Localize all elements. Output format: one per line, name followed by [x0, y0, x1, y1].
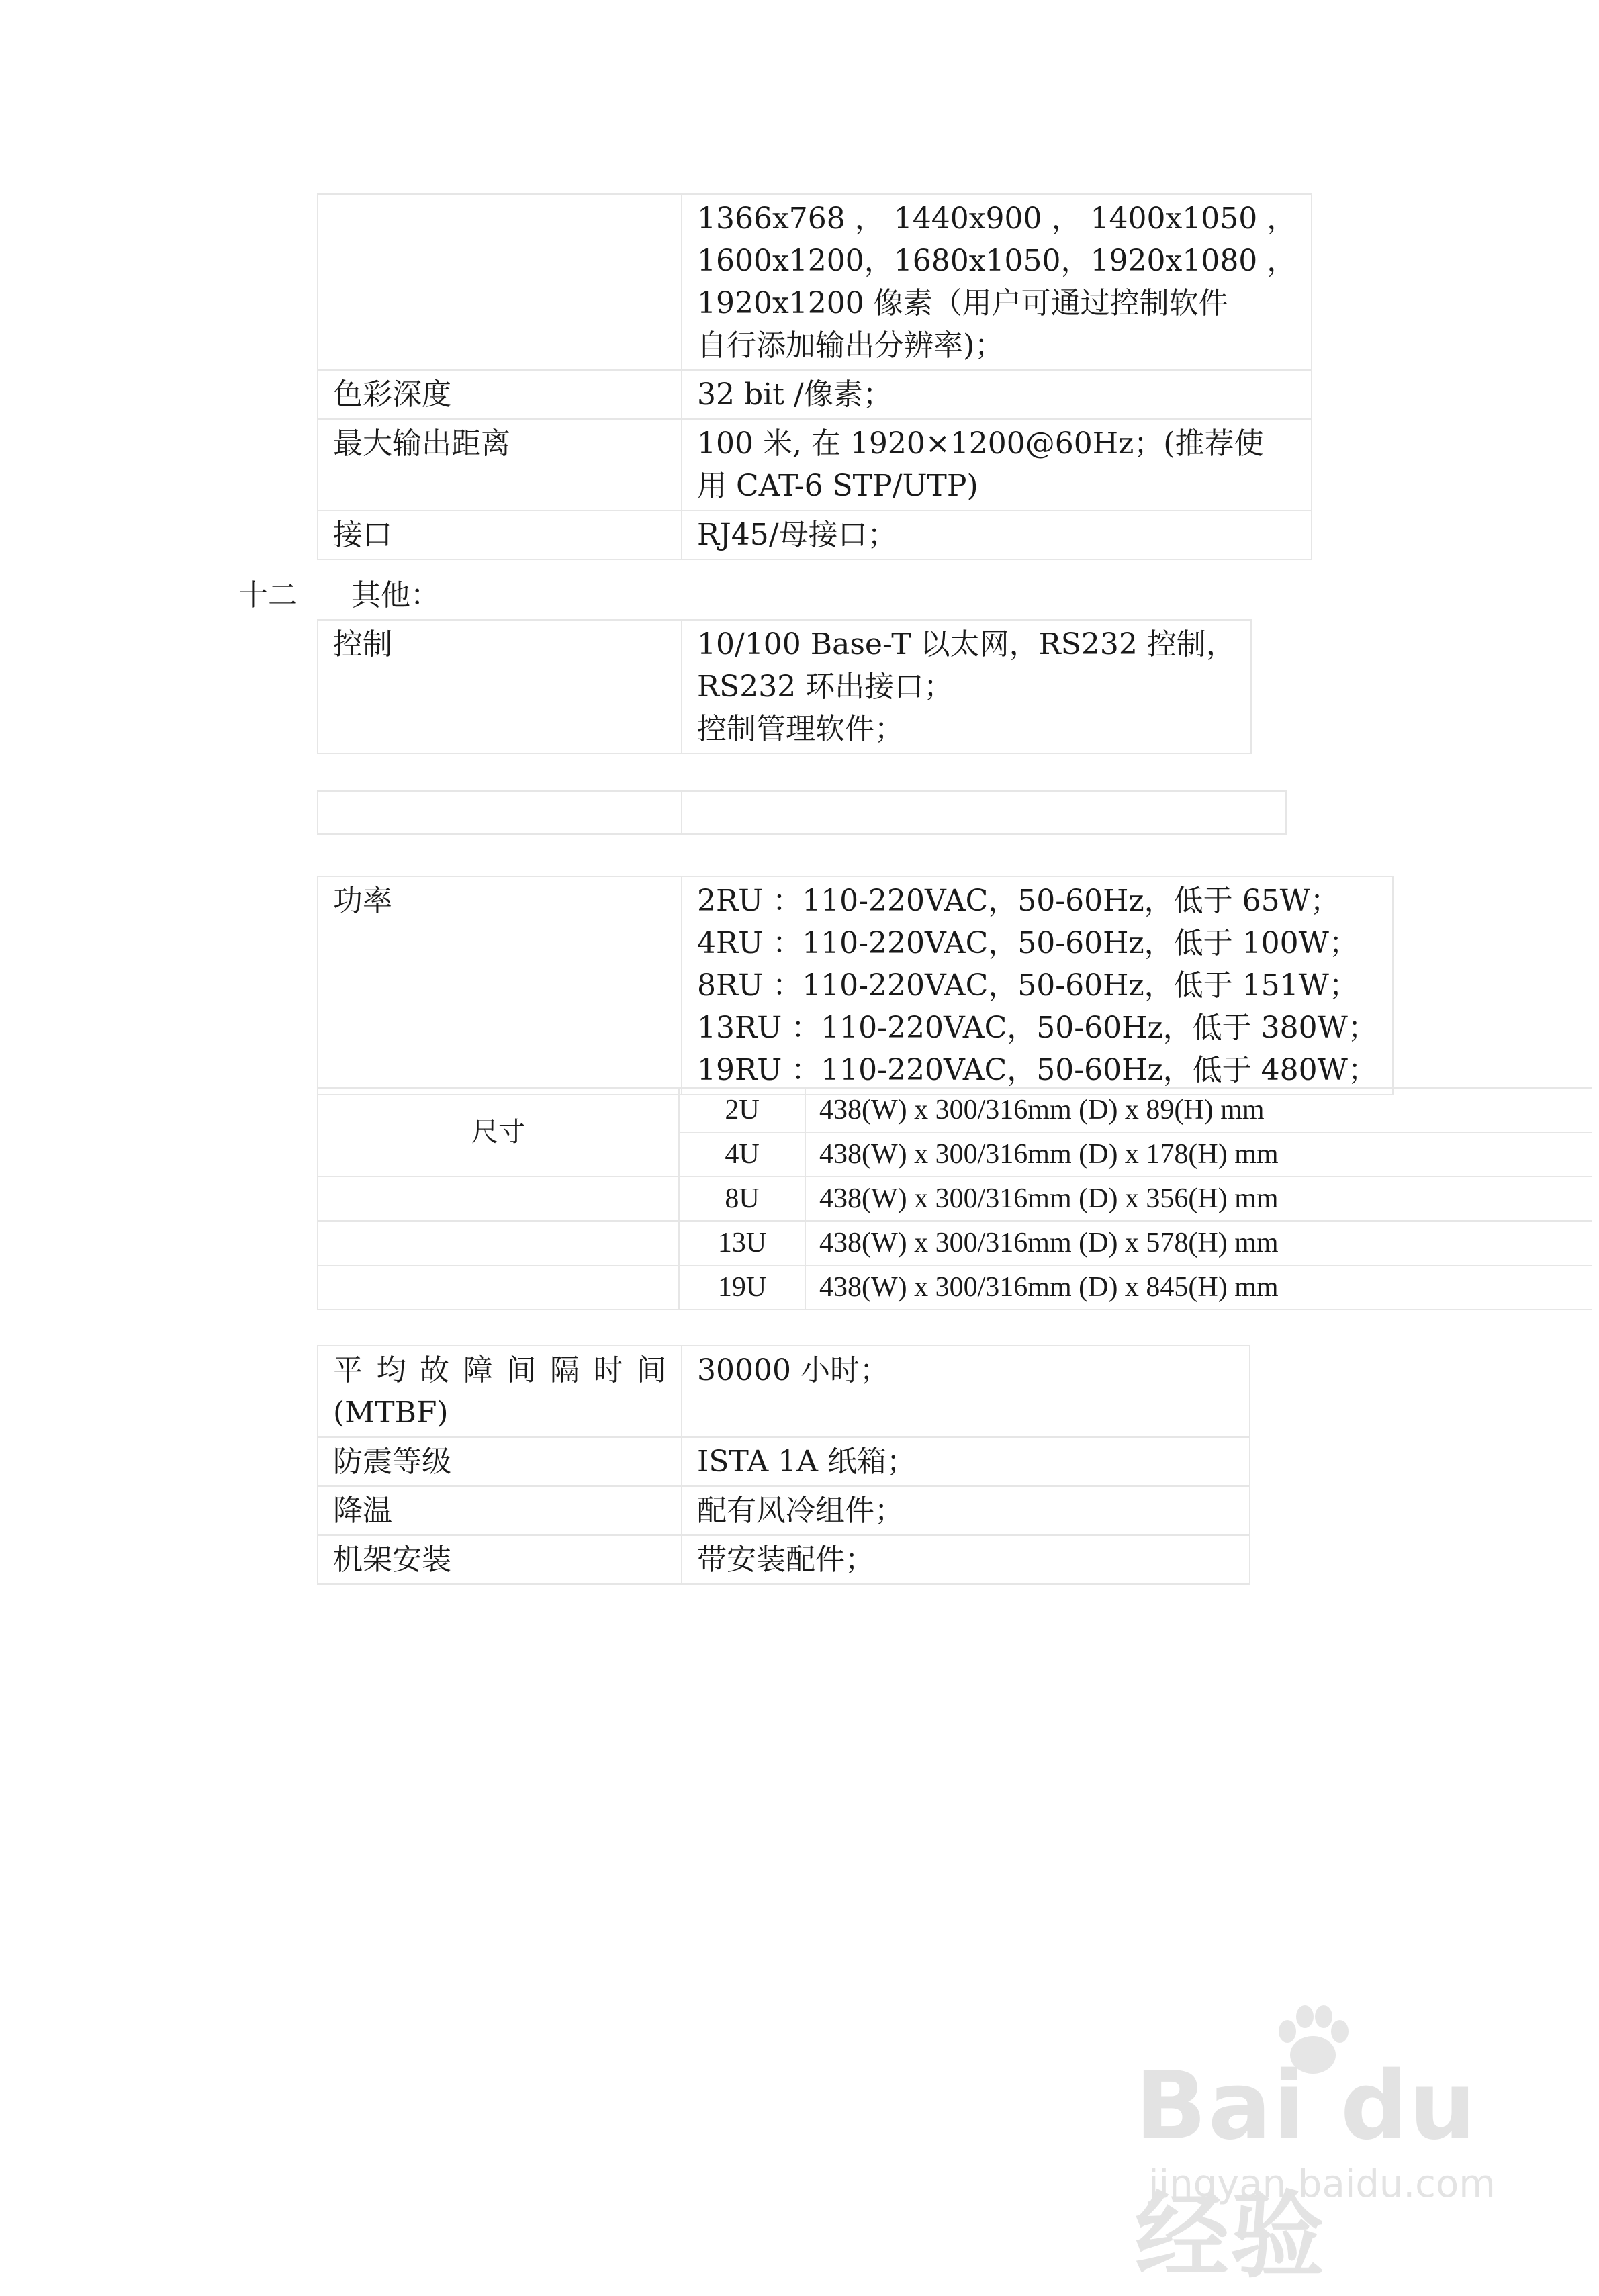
unit-cell: 13U	[679, 1221, 805, 1265]
empty-cell	[318, 1177, 679, 1221]
unit-cell: 19U	[679, 1265, 805, 1310]
row-label: 功率	[318, 876, 682, 1095]
value-line: 1920x1200 像素（用户可通过控制软件	[697, 286, 1228, 320]
row-label	[318, 1346, 682, 1437]
section-number: 十二	[238, 578, 298, 612]
value-line: 控制管理软件；	[697, 712, 904, 746]
row-label: 最大输出距离	[318, 419, 682, 510]
spec-table-misc	[317, 1345, 1250, 1585]
row-value	[682, 510, 1312, 559]
spec-cell: 438(W) x 300/316mm (D) x 578(H) mm	[805, 1221, 1592, 1265]
row-value: 带安装配件；	[682, 1535, 1250, 1584]
value-line: 100 米, 在 1920×1200@60Hz；(推荐使	[697, 426, 1264, 461]
table-row	[318, 1486, 1250, 1535]
spec-cell: 438(W) x 300/316mm (D) x 845(H) mm	[805, 1265, 1592, 1310]
section-heading	[238, 574, 440, 616]
row-label: 防震等级	[318, 1437, 682, 1486]
watermark-logo: Bai du 经验	[1135, 2052, 1477, 2291]
value-line: RS232 环出接口；	[697, 670, 954, 704]
table-row	[318, 1265, 1592, 1310]
row-label: 接口	[318, 510, 682, 559]
empty-cell	[318, 1221, 679, 1265]
empty-cell	[318, 1265, 679, 1310]
table-row	[318, 791, 1286, 834]
watermark-url: jingyan.baidu.com	[1148, 2162, 1496, 2206]
row-label: 控制	[318, 620, 682, 753]
row-value	[682, 620, 1251, 753]
value-line: 8RU ：110-220VAC，50-60Hz，低于 151W；	[697, 968, 1359, 1003]
row-label: 降温	[318, 1486, 682, 1535]
value-line: 自行添加输出分辨率)；	[697, 328, 1005, 363]
row-value: 30000 小时；	[682, 1346, 1250, 1437]
label-line: (MTBF)	[333, 1395, 449, 1430]
row-label: 尺寸	[318, 1088, 679, 1177]
value-line: 1600x1200，1680x1050，1920x1080 ，	[697, 244, 1297, 278]
row-value	[682, 370, 1312, 419]
table-row	[318, 620, 1251, 753]
table-row	[318, 1535, 1250, 1584]
unit-cell: 4U	[679, 1132, 805, 1177]
baidu-jingyan-watermark	[1135, 2005, 1511, 2291]
table-row	[318, 419, 1312, 510]
table-row	[318, 370, 1312, 419]
unit-cell: 8U	[679, 1177, 805, 1221]
row-value: ISTA 1A 纸箱；	[682, 1437, 1250, 1486]
table-row	[318, 876, 1393, 1095]
spec-table-control	[317, 619, 1252, 754]
spec-table-power	[317, 876, 1394, 1095]
value-line: RJ45/母接口；	[697, 518, 897, 552]
spec-table-output	[317, 193, 1312, 560]
value-line: 13RU ：110-220VAC，50-60Hz，低于 380W；	[697, 1011, 1377, 1045]
value-line: 4RU ：110-220VAC，50-60Hz，低于 100W；	[697, 926, 1359, 960]
spec-cell: 438(W) x 300/316mm (D) x 178(H) mm	[805, 1132, 1592, 1177]
row-label: 机架安装	[318, 1535, 682, 1584]
value-line: 1366x768 ， 1440x900 ， 1400x1050 ，	[697, 201, 1297, 236]
value-line: 19RU ：110-220VAC，50-60Hz，低于 480W；	[697, 1053, 1377, 1087]
spec-table-dimensions	[317, 1087, 1592, 1310]
empty-cell	[682, 791, 1286, 834]
value-line: 2RU ：110-220VAC，50-60Hz，低于 65W；	[697, 884, 1340, 918]
value-line: 10/100 Base-T 以太网，RS232 控制，	[697, 627, 1236, 661]
label-line: 平 均 故 障 间 隔 时 间	[333, 1353, 666, 1387]
table-row	[318, 1177, 1592, 1221]
row-label: 色彩深度	[318, 370, 682, 419]
spec-cell: 438(W) x 300/316mm (D) x 356(H) mm	[805, 1177, 1592, 1221]
table-row	[318, 1437, 1250, 1486]
value-line: 用 CAT-6 STP/UTP)	[697, 469, 978, 503]
spec-cell: 438(W) x 300/316mm (D) x 89(H) mm	[805, 1088, 1592, 1132]
value-line: 32 bit /像素；	[697, 377, 893, 412]
section-title: 其他：	[351, 578, 440, 612]
row-value	[682, 194, 1312, 370]
row-label	[318, 194, 682, 370]
row-value	[682, 876, 1393, 1095]
table-row	[318, 194, 1312, 370]
row-value: 配有风冷组件；	[682, 1486, 1250, 1535]
table-row	[318, 510, 1312, 559]
row-value	[682, 419, 1312, 510]
table-row	[318, 1088, 1592, 1132]
table-row	[318, 1221, 1592, 1265]
table-row	[318, 1346, 1250, 1437]
spec-table-empty	[317, 790, 1287, 835]
unit-cell: 2U	[679, 1088, 805, 1132]
empty-cell	[318, 791, 682, 834]
